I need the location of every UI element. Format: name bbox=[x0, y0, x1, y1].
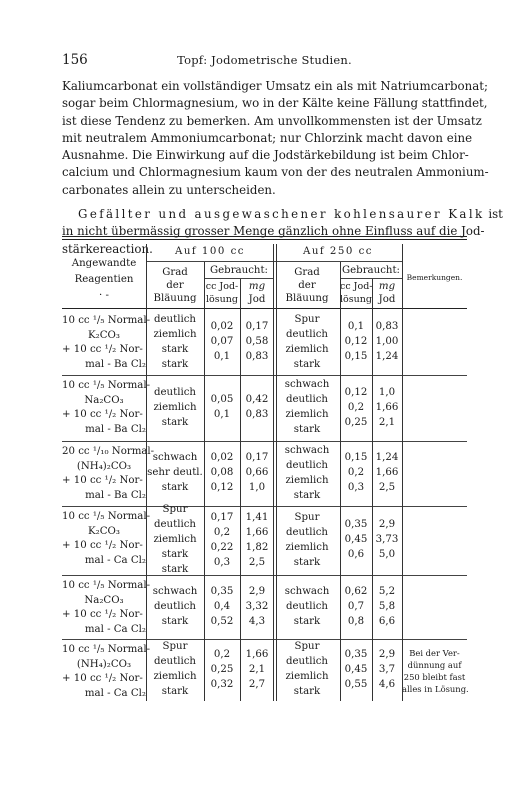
cc-jod-header: cc Jod- bbox=[340, 281, 373, 292]
column-rule bbox=[340, 262, 341, 701]
mg-value: 2,5 bbox=[248, 556, 266, 568]
mg-value: 0,83 bbox=[245, 351, 269, 362]
grad-value: schwach bbox=[152, 452, 198, 463]
mg-value: 5,8 bbox=[378, 600, 396, 612]
mg-value: 1,66 bbox=[245, 648, 269, 660]
cc-value: 0,35 bbox=[344, 519, 368, 530]
group-header-250cc: Auf 250 cc bbox=[302, 246, 374, 257]
grad-value: deutlich bbox=[154, 656, 196, 667]
mg-jod-header: mg bbox=[248, 281, 266, 292]
reagent-line: + 10 cc ¹/₂ Nor- bbox=[62, 540, 143, 551]
grad-value: Spur bbox=[294, 511, 320, 523]
grad-value: ziemlich bbox=[285, 343, 329, 355]
mg-value: 1,82 bbox=[245, 541, 269, 553]
grad-value: stark bbox=[161, 343, 189, 355]
remark-line: Bei der Ver- bbox=[409, 648, 460, 658]
grad-value: stark bbox=[161, 416, 189, 428]
cc-jod-header: cc Jod- bbox=[205, 281, 239, 292]
cc-value: 0,35 bbox=[344, 648, 368, 660]
cc-jod-header: lösung bbox=[340, 294, 372, 305]
reagent-line: + 10 cc ¹/₂ Nor- bbox=[62, 609, 143, 620]
mg-value: 2,9 bbox=[378, 519, 396, 530]
reagent-line: mal - Ca Cl₂ bbox=[84, 554, 146, 566]
grad-value: stark bbox=[293, 489, 321, 501]
mg-value: 0,83 bbox=[245, 409, 269, 420]
cc-value: 0,1 bbox=[213, 351, 231, 362]
cc-value: 0,25 bbox=[344, 416, 368, 428]
text-line: stärkereaction. bbox=[62, 241, 153, 256]
page-header bbox=[62, 52, 467, 68]
reagent-line: + 10 cc ¹/₂ Nor- bbox=[62, 344, 143, 355]
cc-value: 0,2 bbox=[213, 526, 231, 538]
mg-value: 1,24 bbox=[375, 351, 399, 362]
cc-value: 0,3 bbox=[213, 556, 231, 568]
cc-value: 0,12 bbox=[344, 336, 368, 347]
grad-value: ziemlich bbox=[285, 671, 329, 682]
cc-value: 0,1 bbox=[213, 409, 231, 420]
mg-value: 4,3 bbox=[248, 615, 266, 627]
grad-header: der bbox=[166, 280, 184, 291]
mg-value: 0,17 bbox=[245, 452, 269, 463]
mg-jod-header: mg bbox=[378, 281, 396, 292]
mg-value: 2,9 bbox=[378, 648, 396, 660]
grad-value: deutlich bbox=[286, 600, 328, 612]
grad-value: ziemlich bbox=[153, 671, 197, 682]
mg-value: 1,24 bbox=[375, 452, 399, 463]
gebraucht-label: Gebraucht: bbox=[210, 265, 268, 276]
reagent-line: + 10 cc ¹/₂ Nor- bbox=[62, 475, 143, 486]
grad-value: Spur bbox=[162, 641, 188, 652]
grad-header: Grad bbox=[294, 267, 320, 278]
header-bottom-rule bbox=[62, 308, 467, 309]
column-rule bbox=[276, 244, 277, 701]
grad-value: deutlich bbox=[154, 386, 196, 398]
grad-value: stark bbox=[161, 564, 189, 575]
grad-value: schwach bbox=[284, 585, 330, 597]
reagent-line: mal - Ca Cl₂ bbox=[84, 623, 146, 635]
grad-value: Spur bbox=[294, 641, 320, 652]
intro-paragraph bbox=[62, 78, 489, 199]
header-rule bbox=[204, 278, 274, 279]
cc-value: 0,45 bbox=[344, 534, 368, 545]
grad-value: schwach bbox=[284, 444, 330, 456]
cc-value: 0,05 bbox=[210, 394, 234, 405]
grad-header: der bbox=[298, 280, 316, 291]
cc-value: 0,12 bbox=[210, 482, 234, 493]
header-rule bbox=[274, 261, 402, 262]
remark-line: alles in Lösung. bbox=[402, 684, 469, 694]
grad-value: stark bbox=[161, 482, 189, 493]
mg-value: 0,83 bbox=[375, 321, 399, 332]
grad-value: ziemlich bbox=[285, 474, 329, 486]
cc-value: 0,52 bbox=[210, 615, 234, 627]
mg-value: 0,58 bbox=[245, 336, 269, 347]
header-rule bbox=[340, 278, 402, 279]
grad-value: stark bbox=[161, 615, 189, 627]
text-line: calcium und Chlormagnesium kaum von der des neutralen Ammonium- bbox=[62, 165, 489, 180]
grad-value: deutlich bbox=[286, 656, 328, 667]
cc-value: 0,62 bbox=[344, 585, 368, 597]
mg-value: 1,0 bbox=[378, 386, 396, 398]
mg-jod-header: Jod bbox=[248, 294, 266, 305]
grad-value: stark bbox=[161, 549, 189, 560]
mg-value: 2,9 bbox=[248, 585, 266, 597]
group-separator bbox=[62, 575, 467, 576]
reagent-line: 10 cc ¹/₅ Normal- bbox=[62, 580, 151, 591]
cc-value: 0,6 bbox=[347, 549, 365, 560]
reagent-line: 10 cc ¹/₅ Normal- bbox=[62, 644, 151, 655]
group-separator bbox=[62, 506, 467, 507]
text-fragment: ist bbox=[484, 207, 503, 221]
grad-value: ziemlich bbox=[153, 401, 197, 413]
text-line bbox=[62, 206, 503, 223]
grad-value: stark bbox=[293, 358, 321, 370]
cc-value: 0,8 bbox=[347, 615, 365, 627]
group-separator bbox=[62, 639, 467, 640]
reagent-line: K₂CO₃ bbox=[88, 329, 120, 341]
grad-value: schwach bbox=[284, 379, 330, 390]
mg-value: 1,66 bbox=[375, 467, 399, 478]
reagent-line: (NH₄)₂CO₃ bbox=[76, 460, 132, 472]
text-line: Kaliumcarbonat ein vollständiger Umsatz ein als mit Natriumcarbonat; bbox=[62, 79, 488, 93]
mg-value: 1,0 bbox=[248, 482, 266, 493]
group-separator bbox=[62, 375, 467, 376]
cc-value: 0,22 bbox=[210, 541, 234, 553]
reagent-line: 10 cc ¹/₅ Normal- bbox=[62, 315, 151, 326]
grad-value: deutlich bbox=[286, 328, 328, 340]
cc-value: 0,02 bbox=[210, 452, 234, 463]
cc-value: 0,08 bbox=[210, 467, 234, 478]
mg-value: 2,7 bbox=[248, 678, 266, 690]
reagent-line: + 10 cc ¹/₂ Nor- bbox=[62, 673, 143, 684]
header-rule bbox=[146, 261, 274, 262]
mg-value: 2,1 bbox=[378, 416, 396, 428]
grad-header: Bläuung bbox=[153, 293, 197, 304]
grad-value: ziemlich bbox=[285, 409, 329, 420]
mg-value: 1,66 bbox=[375, 401, 399, 413]
text-line: mit neutralem Ammoniumcarbonat; nur Chlorzink macht davon eine bbox=[62, 130, 473, 145]
cc-jod-header: lösung bbox=[206, 294, 238, 305]
spaced-emphasis: Gefällter und ausgewaschener kohlensaurer Kalk bbox=[78, 207, 485, 221]
cc-value: 0,7 bbox=[347, 600, 365, 612]
mg-value: 0,17 bbox=[245, 321, 269, 332]
reagent-header: Reagentien bbox=[74, 274, 134, 285]
column-rule bbox=[204, 262, 205, 701]
reagent-line: (NH₄)₂CO₃ bbox=[76, 658, 132, 670]
mg-value: 3,7 bbox=[378, 663, 396, 675]
grad-value: ziemlich bbox=[153, 328, 197, 340]
reagent-line: K₂CO₃ bbox=[88, 525, 120, 537]
remark-line: dünnung auf bbox=[407, 660, 462, 670]
mg-value: 5,2 bbox=[378, 585, 396, 597]
grad-value: deutlich bbox=[154, 519, 196, 530]
grad-value: schwach bbox=[152, 585, 198, 597]
grad-value: stark bbox=[161, 686, 189, 697]
group-separator bbox=[62, 441, 467, 442]
grad-value: sehr deutl. bbox=[147, 467, 203, 478]
grad-value: Spur bbox=[294, 313, 320, 325]
mg-value: 6,6 bbox=[378, 615, 396, 627]
cc-value: 0,25 bbox=[210, 663, 234, 675]
mg-value: 2,1 bbox=[248, 663, 266, 675]
page-number: 156 bbox=[62, 52, 88, 68]
mg-value: 1,41 bbox=[245, 511, 269, 523]
cc-value: 0,2 bbox=[347, 401, 365, 413]
reagent-line: mal - Ba Cl₂ bbox=[85, 489, 146, 501]
reagent-header: · - bbox=[99, 290, 109, 301]
grad-value: stark bbox=[161, 358, 189, 370]
table-top-rule bbox=[62, 239, 467, 240]
running-title: Topf: Jodometrische Studien. bbox=[177, 53, 352, 67]
grad-value: ziemlich bbox=[285, 541, 329, 553]
grad-value: stark bbox=[293, 556, 321, 568]
mg-value: 3,32 bbox=[245, 600, 269, 612]
gebraucht-label: Gebraucht: bbox=[342, 265, 400, 276]
cc-value: 0,02 bbox=[210, 321, 234, 332]
mg-value: 1,00 bbox=[375, 336, 399, 347]
grad-value: deutlich bbox=[154, 600, 196, 612]
cc-value: 0,17 bbox=[210, 511, 234, 523]
mg-jod-header: Jod bbox=[378, 294, 396, 305]
mg-value: 3,73 bbox=[375, 534, 399, 545]
cc-value: 0,1 bbox=[347, 321, 365, 332]
cc-value: 0,35 bbox=[210, 585, 234, 597]
grad-value: stark bbox=[293, 424, 321, 435]
text-line: sogar beim Chlormagnesium, wo in der Kälte keine Fällung stattfindet, bbox=[62, 96, 488, 111]
reagent-line: Na₂CO₃ bbox=[84, 394, 124, 406]
reagent-line: 10 cc ¹/₅ Normal- bbox=[62, 380, 151, 391]
cc-value: 0,3 bbox=[347, 482, 365, 493]
mg-value: 4,6 bbox=[378, 678, 396, 690]
text-line: ist diese Tendenz zu bemerken. Am unvollkommensten ist der Umsatz bbox=[62, 113, 482, 128]
text-line: carbonates allein zu unterscheiden. bbox=[62, 182, 276, 197]
cc-value: 0,32 bbox=[210, 678, 234, 690]
cc-value: 0,15 bbox=[344, 452, 368, 463]
grad-value: deutlich bbox=[286, 526, 328, 538]
grad-value: Spur bbox=[162, 504, 188, 515]
grad-header: Bläuung bbox=[285, 293, 329, 304]
grad-value: deutlich bbox=[286, 459, 328, 471]
table-top-rule bbox=[62, 236, 467, 237]
grad-value: deutlich bbox=[154, 313, 196, 325]
grad-value: ziemlich bbox=[153, 534, 197, 545]
column-rule bbox=[273, 244, 274, 701]
reagent-line: mal - Ca Cl₂ bbox=[84, 687, 146, 699]
cc-value: 0,15 bbox=[344, 351, 368, 362]
reagent-line: mal - Ba Cl₂ bbox=[85, 358, 146, 370]
cc-value: 0,4 bbox=[213, 600, 231, 612]
remarks-header: Bemerkungen. bbox=[406, 273, 463, 282]
grad-header: Grad bbox=[162, 267, 188, 278]
column-rule bbox=[372, 279, 373, 701]
cc-value: 0,2 bbox=[347, 467, 365, 478]
reagent-line: + 10 cc ¹/₂ Nor- bbox=[62, 409, 143, 420]
text-line: in nicht übermässig grosser Menge gänzlich ohne Einfluss auf die Jod- bbox=[62, 224, 485, 239]
grad-value: stark bbox=[293, 686, 321, 697]
reagent-line: 20 cc ¹/₁₀ Normal- bbox=[62, 446, 155, 457]
grad-value: stark bbox=[293, 615, 321, 627]
reagent-line: Na₂CO₃ bbox=[84, 594, 124, 606]
column-rule bbox=[240, 279, 241, 701]
grad-value: deutlich bbox=[286, 394, 328, 405]
column-rule bbox=[146, 244, 147, 701]
mg-value: 5,0 bbox=[378, 549, 396, 560]
group-header-100cc: Auf 100 cc bbox=[174, 246, 246, 257]
reagent-header: Angewandte bbox=[71, 258, 137, 269]
mg-value: 1,66 bbox=[245, 526, 269, 538]
remark-line: 250 bleibt fast bbox=[403, 672, 466, 682]
cc-value: 0,45 bbox=[344, 663, 368, 675]
reagent-line: mal - Ba Cl₂ bbox=[85, 423, 146, 435]
cc-value: 0,2 bbox=[213, 648, 231, 660]
cc-value: 0,55 bbox=[344, 678, 368, 690]
mg-value: 0,42 bbox=[245, 394, 269, 405]
mg-value: 2,5 bbox=[378, 482, 396, 493]
column-rule bbox=[402, 244, 403, 701]
cc-value: 0,07 bbox=[210, 336, 234, 347]
reagent-line: 10 cc ¹/₅ Normal- bbox=[62, 511, 151, 522]
text-line: Ausnahme. Die Einwirkung auf die Jodstärkebildung ist beim Chlor- bbox=[62, 148, 469, 163]
cc-value: 0,12 bbox=[344, 386, 368, 398]
mg-value: 0,66 bbox=[245, 467, 269, 478]
